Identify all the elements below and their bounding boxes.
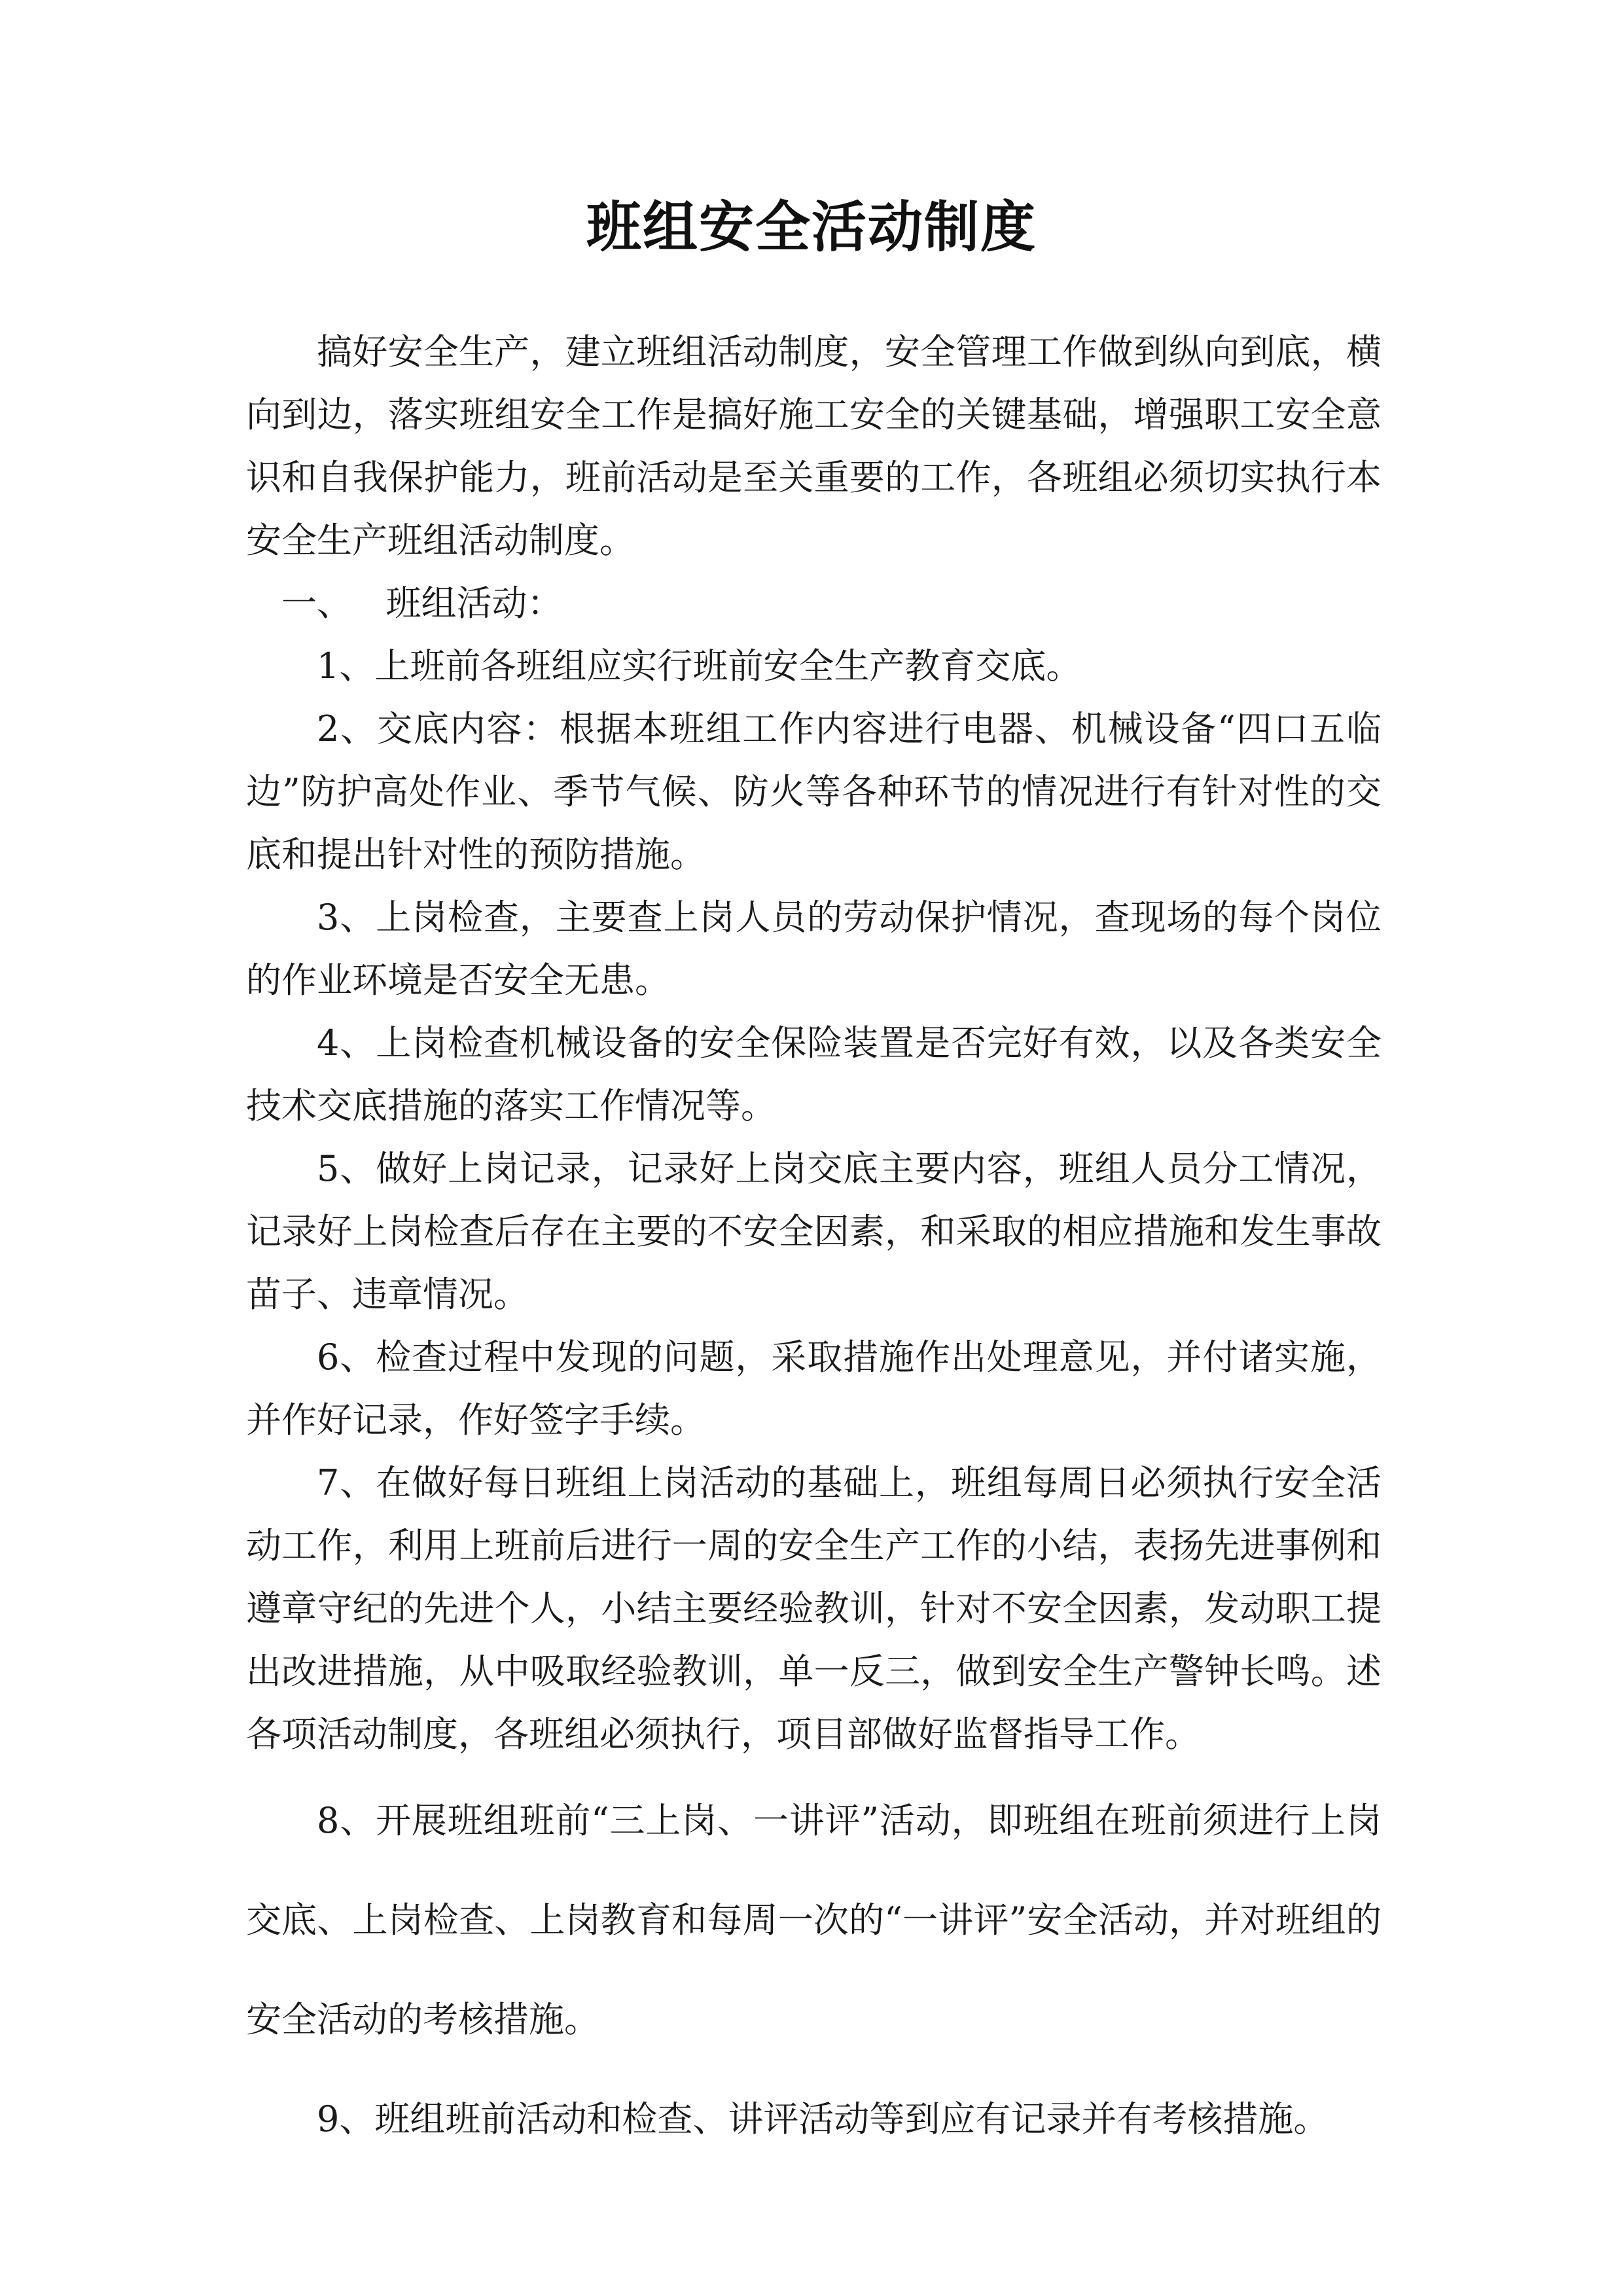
document-title: 班组安全活动制度 [586,195,1037,259]
list-item-8: 8、开展班组班前“三上岗、一讲评”活动，即班组在班前须进行上岗交底、上岗检查、上岗教育和每周一次的“一讲评”安全活动，并对班组的安全活动的考核措施。 [246,1800,1382,2040]
list-item-9: 9、班组班前活动和检查、讲评活动等到应有记录并有考核措施。 [317,2098,1329,2140]
section-heading: 一、 班组活动： [281,583,563,624]
intro-paragraph: 搞好安全生产，建立班组活动制度，安全管理工作做到纵向到底，横向到边，落实班组安全工作是搞好施工安全的关键基础，增强职工安全意识和自我保护能力，班前活动是至关重要的工作，各班组必须切实执行本安全生产班组活动制度。 [246,331,1382,561]
list-item-1: 1、上班前各班组应实行班前安全生产教育交底。 [317,645,1082,687]
list-item-3: 3、上岗检查，主要查上岗人员的劳动保护情况，查现场的每个岗位的作业环境是否安全无患。 [246,897,1382,1001]
list-item-6: 6、检查过程中发现的问题，采取措施作出处理意见，并付诸实施，并作好记录，作好签字手续。 [246,1336,1382,1441]
list-item-4: 4、上岗检查机械设备的安全保险装置是否完好有效，以及各类安全技术交底措施的落实工作情况等。 [246,1022,1382,1126]
list-item-7: 7、在做好每日班组上岗活动的基础上，班组每周日必须执行安全活动工作，利用上班前后进行一周的安全生产工作的小结，表扬先进事例和遵章守纪的先进个人，小结主要经验教训，针对不安全因素，发动职工提出改进措施，从中吸取经验教训，单一反三，做到安全生产警钟长鸣。述各项活动制度，各班组必须执行，项目部做好监督指导工作。 [246,1462,1382,1755]
list-item-5: 5、做好上岗记录，记录好上岗交底主要内容，班组人员分工情况，记录好上岗检查后存在主要的不安全因素，和采取的相应措施和发生事故苗子、违章情况。 [246,1148,1382,1315]
document-body [246,321,1382,2169]
list-item-2: 2、交底内容：根据本班组工作内容进行电器、机械设备“四口五临边”防护高处作业、季节气候、防火等各种环节的情况进行有针对性的交底和提出针对性的预防措施。 [246,708,1382,875]
